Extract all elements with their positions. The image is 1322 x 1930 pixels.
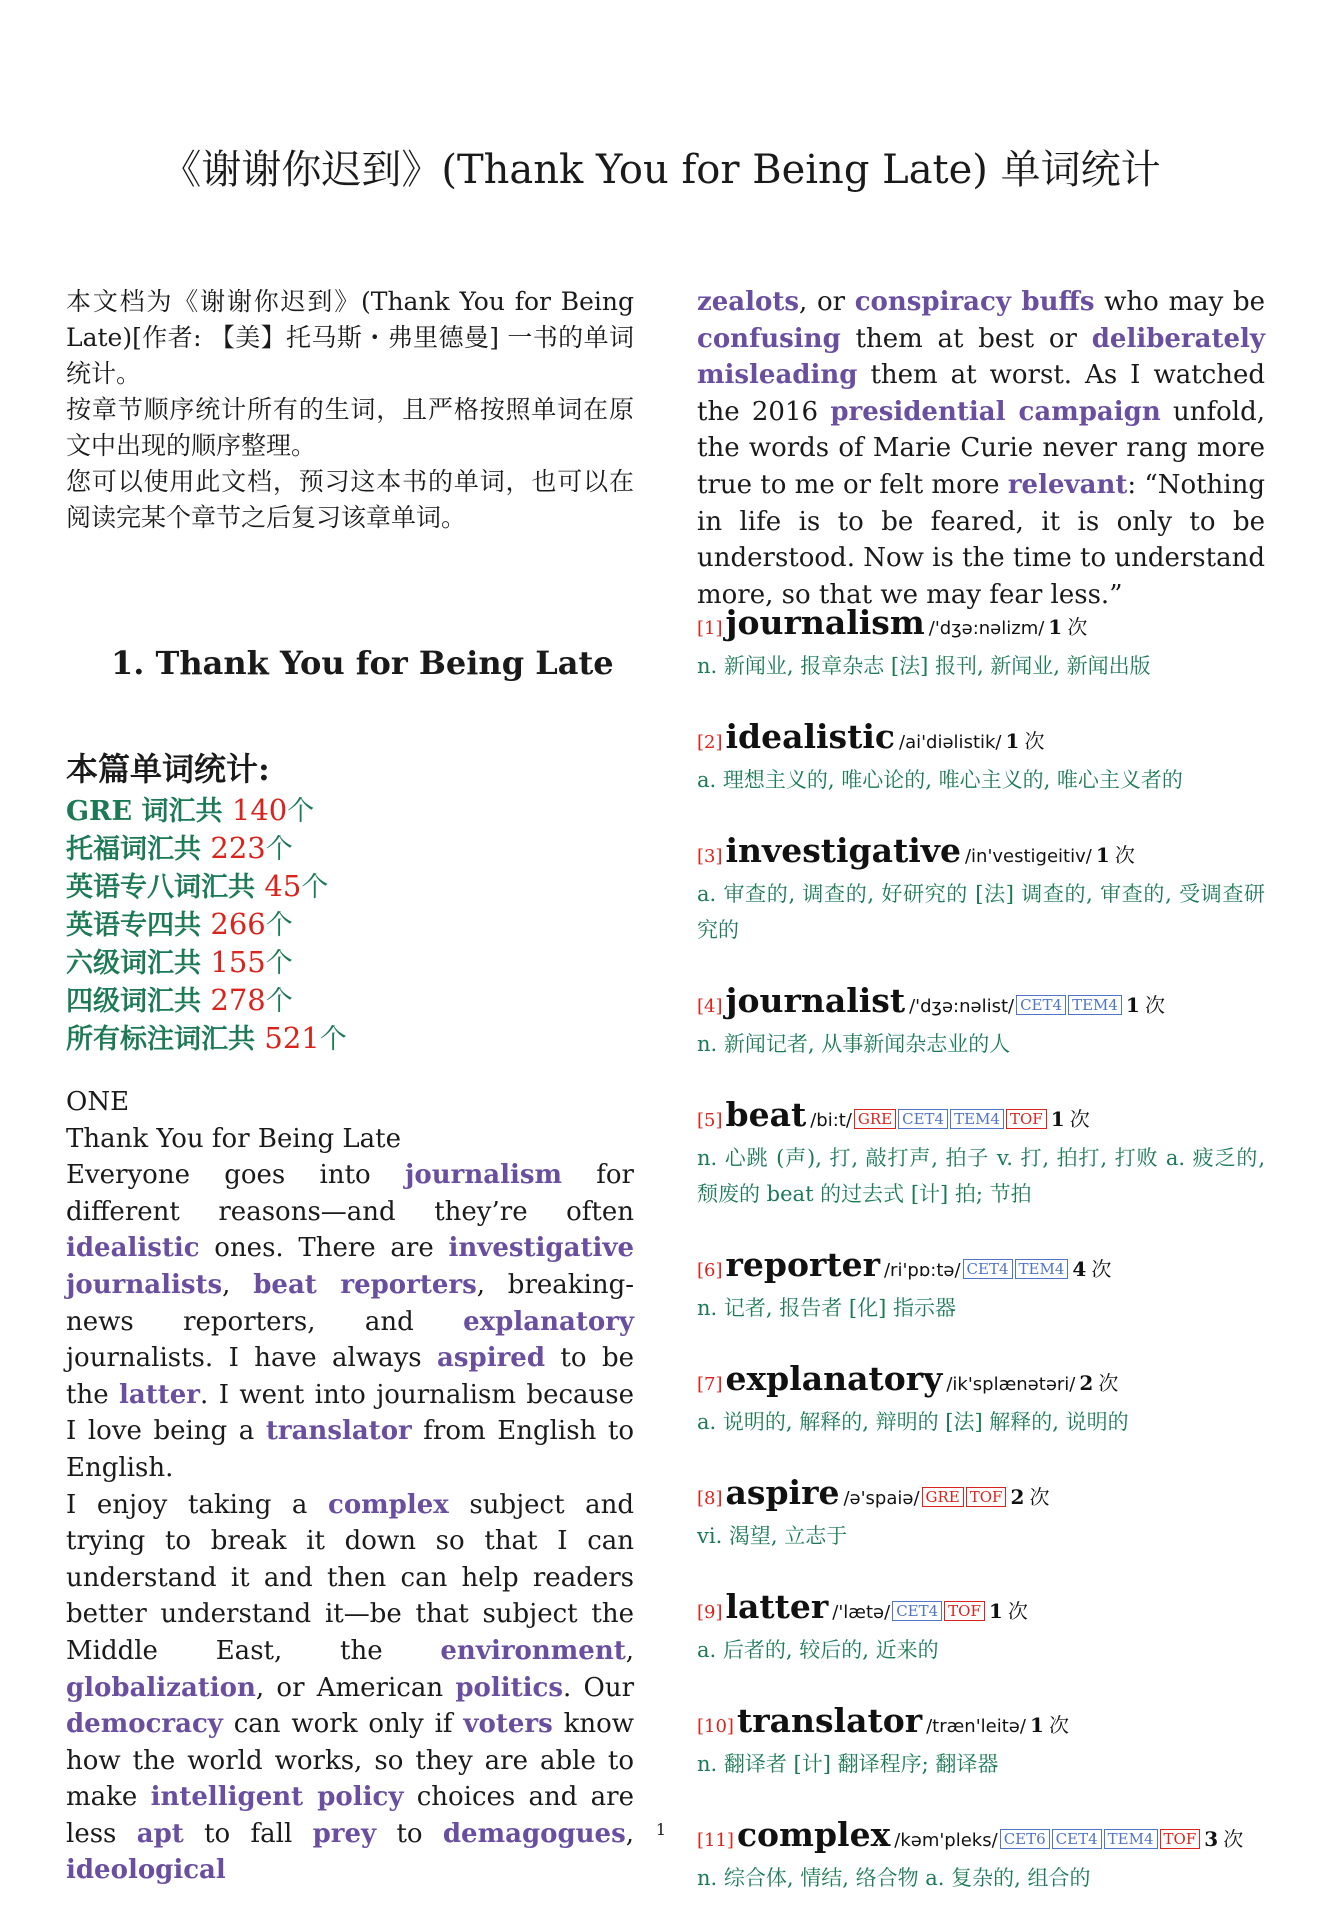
entry-index: [8]	[697, 1488, 723, 1509]
text-run: to fall	[183, 1818, 313, 1849]
text-run: to be the	[66, 1343, 634, 1410]
text-run: ones. There are	[199, 1233, 449, 1264]
entry-frequency: 1	[988, 1599, 1003, 1623]
frequency-unit: 次	[1223, 1827, 1244, 1851]
vocab-keyword: presidential campaign	[830, 396, 1161, 427]
vocabulary-list	[697, 604, 1265, 1930]
vocab-keyword: globalization	[66, 1672, 256, 1703]
entry-frequency: 1	[1050, 1107, 1065, 1131]
exam-tag-badge: CET4	[892, 1601, 942, 1621]
stat-row	[66, 830, 347, 868]
exam-tag-badge: TOF	[1160, 1829, 1201, 1849]
entry-definition: a. 说明的, 解释的, 辩明的 [法] 解释的, 说明的	[697, 1410, 1129, 1434]
entry-word: idealistic	[725, 717, 896, 756]
stat-unit: 个	[287, 796, 315, 827]
exam-tag-badge: TOF	[966, 1487, 1007, 1507]
frequency-unit: 次	[1007, 1599, 1028, 1623]
text-run: : “Nothing in life is to be feared, it is only to be understood. Now is the time to understand more, so that we may fear less.”	[697, 469, 1265, 610]
frequency-unit: 次	[1069, 1107, 1090, 1131]
vocab-keyword: ideological	[66, 1855, 226, 1886]
body-paragraph-continued	[697, 284, 1265, 613]
text-run: know how the world works, so they are able to make	[66, 1709, 634, 1813]
page-number: 1	[655, 1820, 667, 1839]
stat-label: GRE 词汇共	[66, 796, 232, 827]
stat-row	[66, 1020, 347, 1058]
vocab-keyword: prey	[312, 1818, 377, 1849]
entry-frequency: 3	[1204, 1827, 1219, 1851]
frequency-unit: 次	[1029, 1485, 1050, 1509]
vocab-keyword: relevant	[1007, 469, 1128, 500]
entry-pronunciation: /ik'splænətəri/	[946, 1374, 1076, 1395]
vocab-entry	[697, 982, 1265, 1062]
vocab-entry	[697, 1246, 1265, 1326]
text-run: subject and trying to break it down so that I can understand it and then can help readers better understand it—be that subject the Middle East, the	[66, 1489, 634, 1666]
stat-label: 六级词汇共	[66, 948, 211, 979]
text-run: from English to English.	[66, 1416, 635, 1483]
vocab-keyword: beat reporters	[253, 1269, 477, 1300]
entry-definition: a. 后者的, 较后的, 近来的	[697, 1638, 939, 1662]
vocab-keyword: complex	[327, 1489, 449, 1520]
stat-label: 所有标注词汇共	[66, 1024, 265, 1055]
entry-pronunciation: /kəm'pleks/	[894, 1830, 998, 1851]
intro-paragraph: 本文档为《谢谢你迟到》(Thank You for Being Late)[作者: 【美】托马斯・弗里德曼] 一书的单词统计。	[66, 287, 634, 388]
vocab-keyword: aspired	[437, 1343, 546, 1374]
entry-definition: n. 新闻记者, 从事新闻杂志业的人	[697, 1032, 1011, 1056]
vocab-keyword: journalism	[404, 1160, 562, 1191]
text-run: , or American	[255, 1672, 456, 1703]
entry-pronunciation: /'dʒə:nəlist/	[909, 996, 1015, 1017]
vocab-entry	[697, 1360, 1265, 1440]
vocab-entry-head	[697, 1360, 1265, 1404]
frequency-unit: 次	[1091, 1257, 1112, 1281]
text-run: them at best or	[840, 323, 1092, 354]
entry-frequency: 1	[1005, 729, 1020, 753]
entry-frequency: 2	[1010, 1485, 1025, 1509]
left-column	[66, 284, 635, 1886]
entry-pronunciation: /'dʒə:nəlizm/	[928, 618, 1045, 639]
vocab-keyword: latter	[119, 1379, 200, 1410]
stat-row	[66, 792, 347, 830]
intro-paragraph: 您可以使用此文档，预习这本书的单词，也可以在阅读完某个章节之后复习该章单词。	[66, 467, 634, 532]
vocab-entry-head	[697, 982, 1265, 1026]
exam-tag-badge: CET6	[1000, 1829, 1050, 1849]
intro-paragraph: 按章节顺序统计所有的生词，且严格按照单词在原文中出现的顺序整理。	[66, 395, 634, 460]
exam-tag-badge: TEM4	[1104, 1829, 1158, 1849]
vocab-entry-head	[697, 1096, 1265, 1140]
entry-word: reporter	[725, 1245, 880, 1284]
vocab-entry-head	[697, 832, 1265, 876]
text-run: ,	[625, 1635, 634, 1666]
entry-frequency: 1	[1125, 993, 1140, 1017]
stat-count: 155	[210, 945, 266, 979]
text-run: choices and are less	[66, 1782, 634, 1849]
text-run: who may be	[1094, 287, 1265, 317]
vocab-entry	[697, 1702, 1265, 1782]
text-run: can work only if	[222, 1709, 464, 1740]
entry-pronunciation: /in'vestigeitiv/	[964, 846, 1092, 867]
entry-frequency: 1	[1029, 1713, 1044, 1737]
stat-row	[66, 944, 347, 982]
chapter-body	[66, 1084, 634, 1889]
entry-word: explanatory	[725, 1359, 943, 1398]
stats-list	[66, 792, 347, 1058]
chapter-number: ONE	[66, 1087, 130, 1117]
vocab-entry	[697, 718, 1265, 798]
stat-count: 140	[231, 793, 288, 827]
stat-label: 英语专四共	[66, 910, 211, 941]
vocab-keyword: translator	[265, 1416, 412, 1447]
text-run: journalists. I have always	[66, 1343, 438, 1374]
entry-pronunciation: /træn'leitə/	[926, 1716, 1026, 1737]
entry-pronunciation: /ri'pɒ:tə/	[883, 1260, 961, 1281]
vocab-keyword: idealistic	[66, 1233, 200, 1264]
stat-unit: 个	[265, 986, 293, 1017]
exam-tag-badge: TEM4	[1015, 1259, 1069, 1279]
stat-row	[66, 982, 347, 1020]
frequency-unit: 次	[1098, 1371, 1119, 1395]
stat-unit: 个	[319, 1024, 347, 1055]
entry-pronunciation: /ai'diəlistik/	[899, 732, 1002, 753]
entry-definition: n. 新闻业, 报章杂志 [法] 报刊, 新闻业, 新闻出版	[697, 654, 1151, 678]
stats-title: 本篇单词统计:	[66, 750, 270, 788]
text-run: for different reasons—and they’re often	[66, 1160, 634, 1227]
text-run: unfold, the words of Marie Curie never rang more true to me or felt more	[697, 396, 1266, 500]
entry-index: [7]	[697, 1374, 723, 1395]
entry-frequency: 1	[1095, 843, 1110, 867]
vocab-entry	[697, 1588, 1265, 1668]
frequency-unit: 次	[1144, 993, 1165, 1017]
entry-word: aspire	[725, 1473, 840, 1512]
stat-label: 英语专八词汇共	[66, 872, 265, 903]
text-run: , or	[799, 287, 855, 317]
text-run: to	[376, 1818, 443, 1849]
entry-index: [2]	[697, 732, 723, 753]
vocab-entry-head	[697, 718, 1265, 762]
vocab-keyword: intelligent policy	[150, 1782, 404, 1813]
entry-word: translator	[736, 1701, 923, 1740]
stat-label: 四级词汇共	[66, 986, 211, 1017]
exam-tag-badge: TOF	[944, 1601, 985, 1621]
vocab-keyword: environment	[440, 1635, 626, 1666]
text-run: . Our	[563, 1672, 634, 1703]
entry-word: journalist	[725, 981, 906, 1020]
stat-count: 223	[210, 831, 266, 865]
entry-definition: n. 心跳 (声), 打, 敲打声, 拍子 v. 打, 拍打, 打败 a. 疲乏的, 颓废的 beat 的过去式 [计] 拍; 节拍	[697, 1146, 1265, 1206]
vocab-entry	[697, 604, 1265, 684]
exam-tag-badge: TEM4	[950, 1109, 1004, 1129]
vocab-entry-head	[697, 1702, 1265, 1746]
entry-definition: n. 综合体, 情结, 络合物 a. 复杂的, 组合的	[697, 1866, 1091, 1890]
exam-tag-badge: GRE	[922, 1487, 964, 1507]
vocab-entry	[697, 832, 1265, 948]
vocab-entry-head	[697, 1474, 1265, 1518]
frequency-unit: 次	[1114, 843, 1135, 867]
vocab-keyword: investigative journalists	[66, 1233, 634, 1300]
body-paragraph	[66, 1157, 634, 1486]
vocab-entry	[697, 1096, 1265, 1212]
entry-index: [10]	[697, 1716, 734, 1737]
stat-unit: 个	[265, 834, 293, 865]
entry-index: [4]	[697, 996, 723, 1017]
stat-unit: 个	[301, 872, 329, 903]
frequency-unit: 次	[1067, 615, 1088, 639]
vocab-keyword: voters	[463, 1709, 553, 1740]
vocab-entry-head	[697, 1246, 1265, 1290]
entry-index: [3]	[697, 846, 723, 867]
entry-index: [11]	[697, 1830, 734, 1851]
entry-word: beat	[725, 1095, 807, 1134]
entry-frequency: 2	[1079, 1371, 1094, 1395]
intro-section	[66, 284, 634, 536]
entry-pronunciation: /bi:t/	[810, 1110, 852, 1131]
stat-row	[66, 906, 347, 944]
exam-tag-badge: TOF	[1006, 1109, 1047, 1129]
entry-pronunciation: /'lætə/	[832, 1602, 891, 1623]
entry-definition: vi. 渴望, 立志于	[697, 1524, 848, 1548]
entry-definition: a. 理想主义的, 唯心论的, 唯心主义的, 唯心主义者的	[697, 768, 1183, 792]
stat-count: 521	[264, 1021, 320, 1055]
text-run: them at worst. As I watched the 2016	[697, 360, 1265, 427]
text-run: . I went into journalism because I love being a	[66, 1379, 634, 1447]
vocab-keyword: zealots	[697, 287, 800, 317]
entry-index: [6]	[697, 1260, 723, 1281]
stat-unit: 个	[265, 948, 293, 979]
text-run: I enjoy taking a	[66, 1489, 328, 1520]
exam-tag-badge: CET4	[1016, 995, 1066, 1015]
entry-word: journalism	[725, 603, 925, 642]
vocab-entry-head	[697, 604, 1265, 648]
vocab-entry	[697, 1474, 1265, 1554]
entry-frequency: 1	[1048, 615, 1063, 639]
vocab-keyword: explanatory	[463, 1306, 634, 1337]
stat-count: 278	[210, 983, 266, 1017]
entry-definition: n. 记者, 报告者 [化] 指示器	[697, 1296, 956, 1320]
vocab-keyword: democracy	[66, 1709, 223, 1740]
document-title: 《谢谢你迟到》(Thank You for Being Late) 单词统计	[161, 147, 1161, 193]
entry-index: [1]	[697, 618, 723, 639]
text-run: ,	[625, 1818, 635, 1849]
stat-row	[66, 868, 347, 906]
vocab-keyword: apt	[136, 1818, 184, 1849]
entry-word: latter	[725, 1587, 829, 1626]
exam-tag-badge: TEM4	[1068, 995, 1122, 1015]
entry-word: complex	[736, 1815, 891, 1854]
vocab-keyword: deliberately misleading	[697, 323, 1265, 391]
stat-count: 266	[210, 907, 266, 941]
exam-tag-badge: CET4	[1052, 1829, 1102, 1849]
vocab-keyword: politics	[455, 1672, 563, 1703]
vocab-entry-head	[697, 1588, 1265, 1632]
vocab-keyword: conspiracy buffs	[854, 287, 1095, 317]
entry-index: [5]	[697, 1110, 723, 1131]
exam-tag-badge: CET4	[963, 1259, 1013, 1279]
entry-index: [9]	[697, 1602, 723, 1623]
text-run: , breaking-news reporters, and	[66, 1269, 635, 1337]
exam-tag-badge: GRE	[854, 1109, 896, 1129]
entry-definition: a. 审查的, 调查的, 好研究的 [法] 调查的, 审查的, 受调查研究的	[697, 882, 1265, 942]
frequency-unit: 次	[1024, 729, 1045, 753]
chapter-heading: 1. Thank You for Being Late	[111, 644, 614, 682]
entry-word: investigative	[725, 831, 961, 870]
text-run: ,	[222, 1269, 254, 1300]
text-run: Everyone goes into	[66, 1160, 405, 1191]
right-column	[697, 284, 1266, 1890]
entry-definition: n. 翻译者 [计] 翻译程序; 翻译器	[697, 1752, 999, 1776]
vocab-keyword: demagogues	[442, 1818, 626, 1849]
entry-frequency: 4	[1072, 1257, 1087, 1281]
stat-unit: 个	[265, 910, 293, 941]
vocab-keyword: confusing	[697, 323, 841, 354]
entry-pronunciation: /ə'spaiə/	[843, 1488, 920, 1509]
stat-label: 托福词汇共	[66, 834, 211, 865]
chapter-title-line: Thank You for Being Late	[66, 1123, 401, 1154]
stat-count: 45	[264, 869, 302, 903]
frequency-unit: 次	[1048, 1713, 1069, 1737]
exam-tag-badge: CET4	[898, 1109, 948, 1129]
